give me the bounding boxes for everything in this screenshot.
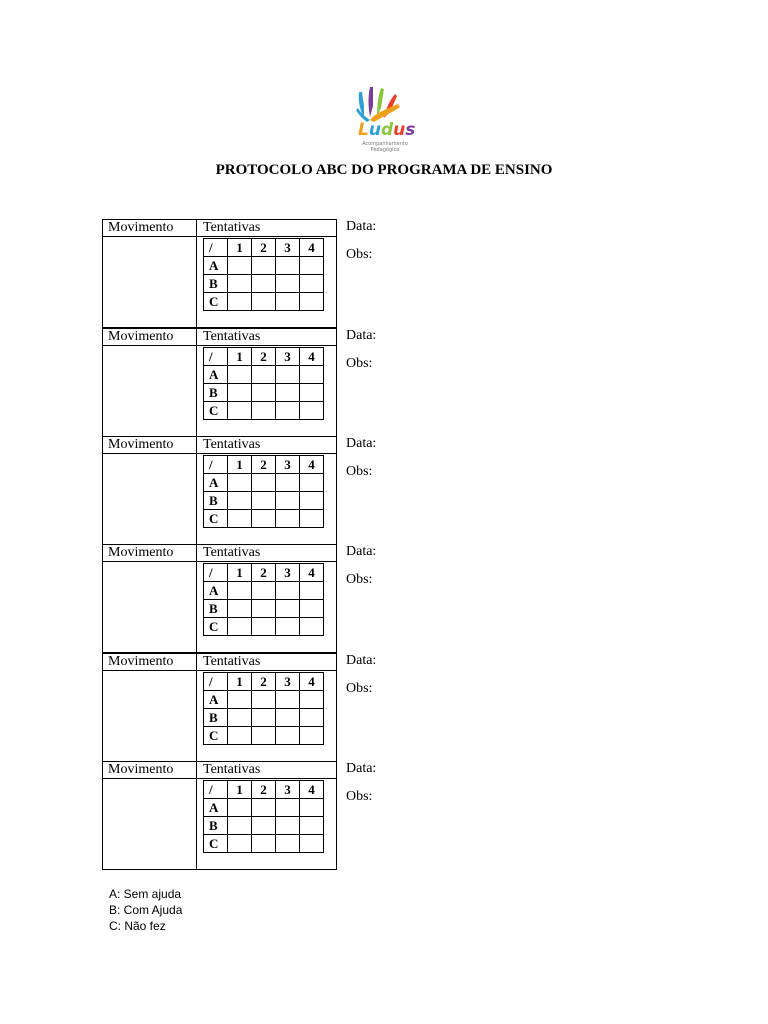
tentativas-label: Tentativas (203, 762, 261, 777)
block-divider (102, 236, 337, 237)
data-label: Data: (346, 328, 377, 343)
block-divider (102, 561, 337, 562)
legend-item: C: Não fez (109, 919, 166, 933)
logo-wordmark (358, 120, 415, 140)
grid-row-label: C (204, 402, 228, 420)
grid-cell[interactable] (252, 618, 276, 636)
grid-cell[interactable] (300, 817, 324, 835)
data-label: Data: (346, 653, 377, 668)
data-label: Data: (346, 219, 377, 234)
grid-cell[interactable] (228, 384, 252, 402)
grid-cell[interactable] (300, 600, 324, 618)
grid-cell[interactable] (252, 835, 276, 853)
grid-row (204, 835, 324, 853)
grid-cell[interactable] (276, 402, 300, 420)
block-divider (196, 436, 197, 545)
grid-cell[interactable] (276, 293, 300, 311)
grid-cell[interactable] (276, 492, 300, 510)
grid-cell[interactable] (276, 817, 300, 835)
ludus-logo (350, 84, 418, 156)
grid-cell[interactable] (300, 618, 324, 636)
grid-row-label: A (204, 799, 228, 817)
grid-header-cell: 1 (228, 456, 252, 474)
grid-header-cell: 3 (276, 456, 300, 474)
grid-cell[interactable] (252, 510, 276, 528)
grid-cell[interactable] (228, 691, 252, 709)
grid-cell[interactable] (276, 366, 300, 384)
movimento-label: Movimento (108, 762, 174, 777)
grid-header-row (204, 348, 324, 366)
grid-header-row (204, 564, 324, 582)
grid-cell[interactable] (252, 817, 276, 835)
protocol-block (102, 761, 337, 870)
grid-row-label: C (204, 510, 228, 528)
grid-cell[interactable] (228, 474, 252, 492)
grid-header-cell: 2 (252, 564, 276, 582)
grid-cell[interactable] (252, 474, 276, 492)
grid-cell[interactable] (228, 709, 252, 727)
grid-cell[interactable] (252, 709, 276, 727)
grid-header-cell: / (204, 781, 228, 799)
grid-cell[interactable] (276, 727, 300, 745)
grid-header-cell: 3 (276, 239, 300, 257)
grid-row (204, 691, 324, 709)
grid-cell[interactable] (228, 727, 252, 745)
grid-row (204, 492, 324, 510)
tentativas-label: Tentativas (203, 545, 261, 560)
block-divider (196, 761, 197, 870)
grid-header-cell: 4 (300, 564, 324, 582)
grid-row-label: C (204, 618, 228, 636)
grid-row-label: B (204, 275, 228, 293)
grid-cell[interactable] (228, 582, 252, 600)
grid-cell[interactable] (276, 474, 300, 492)
grid-row-label: B (204, 817, 228, 835)
data-label: Data: (346, 761, 377, 776)
grid-cell[interactable] (228, 600, 252, 618)
grid-cell[interactable] (276, 618, 300, 636)
grid-header-cell: 2 (252, 348, 276, 366)
grid-header-cell: 4 (300, 348, 324, 366)
movimento-label: Movimento (108, 437, 174, 452)
grid-header-cell: 3 (276, 781, 300, 799)
legend-item: A: Sem ajuda (109, 887, 182, 901)
grid-header-cell: 3 (276, 564, 300, 582)
movimento-label: Movimento (108, 329, 174, 344)
grid-row-label: B (204, 492, 228, 510)
obs-label: Obs: (346, 572, 373, 587)
grid-header-row (204, 781, 324, 799)
grid-cell[interactable] (252, 600, 276, 618)
grid-cell[interactable] (228, 257, 252, 275)
block-divider (102, 670, 337, 671)
tentativas-label: Tentativas (203, 437, 261, 452)
grid-row (204, 618, 324, 636)
grid-header-row (204, 456, 324, 474)
grid-row (204, 474, 324, 492)
grid-row-label: B (204, 600, 228, 618)
tentativas-label: Tentativas (203, 654, 261, 669)
block-divider (102, 778, 337, 779)
grid-cell[interactable] (300, 474, 324, 492)
grid-header-cell: 4 (300, 239, 324, 257)
tentativas-grid (203, 563, 324, 636)
grid-cell[interactable] (276, 799, 300, 817)
obs-label: Obs: (346, 356, 373, 371)
grid-cell[interactable] (300, 293, 324, 311)
grid-header-cell: / (204, 564, 228, 582)
grid-cell[interactable] (228, 402, 252, 420)
grid-cell[interactable] (228, 817, 252, 835)
grid-header-cell: 2 (252, 456, 276, 474)
grid-row-label: A (204, 474, 228, 492)
grid-row (204, 709, 324, 727)
grid-header-cell: 1 (228, 564, 252, 582)
hands-icon (350, 84, 418, 124)
tentativas-grid (203, 780, 324, 853)
grid-cell[interactable] (252, 799, 276, 817)
tentativas-label: Tentativas (203, 329, 261, 344)
logo-subtitle: Acompanhamento Pedagógico (362, 141, 408, 153)
grid-cell[interactable] (228, 275, 252, 293)
grid-cell[interactable] (276, 257, 300, 275)
movimento-label: Movimento (108, 220, 174, 235)
grid-cell[interactable] (300, 691, 324, 709)
grid-row (204, 510, 324, 528)
protocol-block (102, 436, 337, 545)
grid-row (204, 727, 324, 745)
grid-header-cell: / (204, 673, 228, 691)
grid-row (204, 293, 324, 311)
logo-letter: s (405, 120, 416, 140)
block-divider (196, 219, 197, 328)
data-label: Data: (346, 436, 377, 451)
grid-cell[interactable] (276, 510, 300, 528)
grid-header-cell: 2 (252, 239, 276, 257)
grid-cell[interactable] (252, 384, 276, 402)
grid-header-cell: 1 (228, 239, 252, 257)
tentativas-grid (203, 455, 324, 528)
obs-label: Obs: (346, 789, 373, 804)
block-divider (102, 345, 337, 346)
grid-cell[interactable] (300, 402, 324, 420)
tentativas-label: Tentativas (203, 220, 261, 235)
grid-cell[interactable] (300, 709, 324, 727)
grid-cell[interactable] (276, 691, 300, 709)
data-label: Data: (346, 544, 377, 559)
tentativas-grid (203, 672, 324, 745)
grid-header-cell: 2 (252, 781, 276, 799)
grid-header-cell: 3 (276, 348, 300, 366)
grid-cell[interactable] (300, 384, 324, 402)
block-divider (196, 328, 197, 437)
grid-header-row (204, 239, 324, 257)
grid-cell[interactable] (300, 366, 324, 384)
protocol-block (102, 544, 337, 653)
grid-cell[interactable] (276, 600, 300, 618)
grid-row (204, 257, 324, 275)
grid-cell[interactable] (276, 835, 300, 853)
grid-row (204, 366, 324, 384)
grid-row-label: A (204, 582, 228, 600)
grid-cell[interactable] (300, 835, 324, 853)
grid-cell[interactable] (300, 275, 324, 293)
grid-header-cell: 3 (276, 673, 300, 691)
grid-row-label: B (204, 709, 228, 727)
grid-cell[interactable] (252, 275, 276, 293)
grid-cell[interactable] (300, 510, 324, 528)
grid-row (204, 275, 324, 293)
grid-header-cell: 1 (228, 348, 252, 366)
grid-row-label: A (204, 691, 228, 709)
obs-label: Obs: (346, 247, 373, 262)
legend-item: B: Com Ajuda (109, 903, 183, 917)
grid-row (204, 799, 324, 817)
grid-cell[interactable] (276, 384, 300, 402)
block-divider (196, 653, 197, 762)
grid-header-cell: 1 (228, 673, 252, 691)
grid-header-cell: 4 (300, 673, 324, 691)
grid-header-cell: / (204, 456, 228, 474)
grid-header-cell: 4 (300, 456, 324, 474)
grid-row (204, 402, 324, 420)
grid-row (204, 817, 324, 835)
grid-cell[interactable] (300, 582, 324, 600)
protocol-block (102, 328, 337, 437)
grid-cell[interactable] (252, 492, 276, 510)
grid-cell[interactable] (276, 275, 300, 293)
logo-letter: L (358, 120, 369, 140)
grid-header-cell: / (204, 239, 228, 257)
logo-letter: u (393, 120, 406, 140)
grid-header-row (204, 673, 324, 691)
block-divider (102, 453, 337, 454)
grid-row-label: A (204, 257, 228, 275)
grid-row-label: C (204, 835, 228, 853)
logo-letter: d (380, 120, 394, 140)
grid-cell[interactable] (252, 582, 276, 600)
grid-header-cell: 2 (252, 673, 276, 691)
grid-cell[interactable] (228, 492, 252, 510)
grid-row (204, 600, 324, 618)
obs-label: Obs: (346, 464, 373, 479)
grid-cell[interactable] (300, 799, 324, 817)
grid-cell[interactable] (276, 582, 300, 600)
movimento-label: Movimento (108, 545, 174, 560)
grid-cell[interactable] (252, 293, 276, 311)
logo-letter: u (368, 120, 381, 140)
grid-header-cell: 1 (228, 781, 252, 799)
grid-cell[interactable] (300, 257, 324, 275)
grid-cell[interactable] (228, 799, 252, 817)
grid-cell[interactable] (228, 366, 252, 384)
grid-cell[interactable] (228, 293, 252, 311)
grid-row (204, 582, 324, 600)
grid-cell[interactable] (276, 709, 300, 727)
grid-row-label: B (204, 384, 228, 402)
block-divider (196, 544, 197, 653)
obs-label: Obs: (346, 681, 373, 696)
grid-row-label: C (204, 727, 228, 745)
movimento-label: Movimento (108, 654, 174, 669)
grid-header-cell: / (204, 348, 228, 366)
grid-cell[interactable] (228, 510, 252, 528)
grid-cell[interactable] (252, 727, 276, 745)
grid-header-cell: 4 (300, 781, 324, 799)
tentativas-grid (203, 347, 324, 420)
grid-cell[interactable] (252, 691, 276, 709)
grid-row-label: A (204, 366, 228, 384)
grid-cell[interactable] (252, 366, 276, 384)
grid-cell[interactable] (252, 402, 276, 420)
grid-cell[interactable] (252, 257, 276, 275)
grid-row (204, 384, 324, 402)
protocol-block (102, 653, 337, 762)
grid-cell[interactable] (300, 727, 324, 745)
grid-cell[interactable] (228, 835, 252, 853)
protocol-block (102, 219, 337, 328)
grid-cell[interactable] (300, 492, 324, 510)
page-title: PROTOCOLO ABC DO PROGRAMA DE ENSINO (215, 162, 553, 178)
grid-cell[interactable] (228, 618, 252, 636)
grid-row-label: C (204, 293, 228, 311)
tentativas-grid (203, 238, 324, 311)
